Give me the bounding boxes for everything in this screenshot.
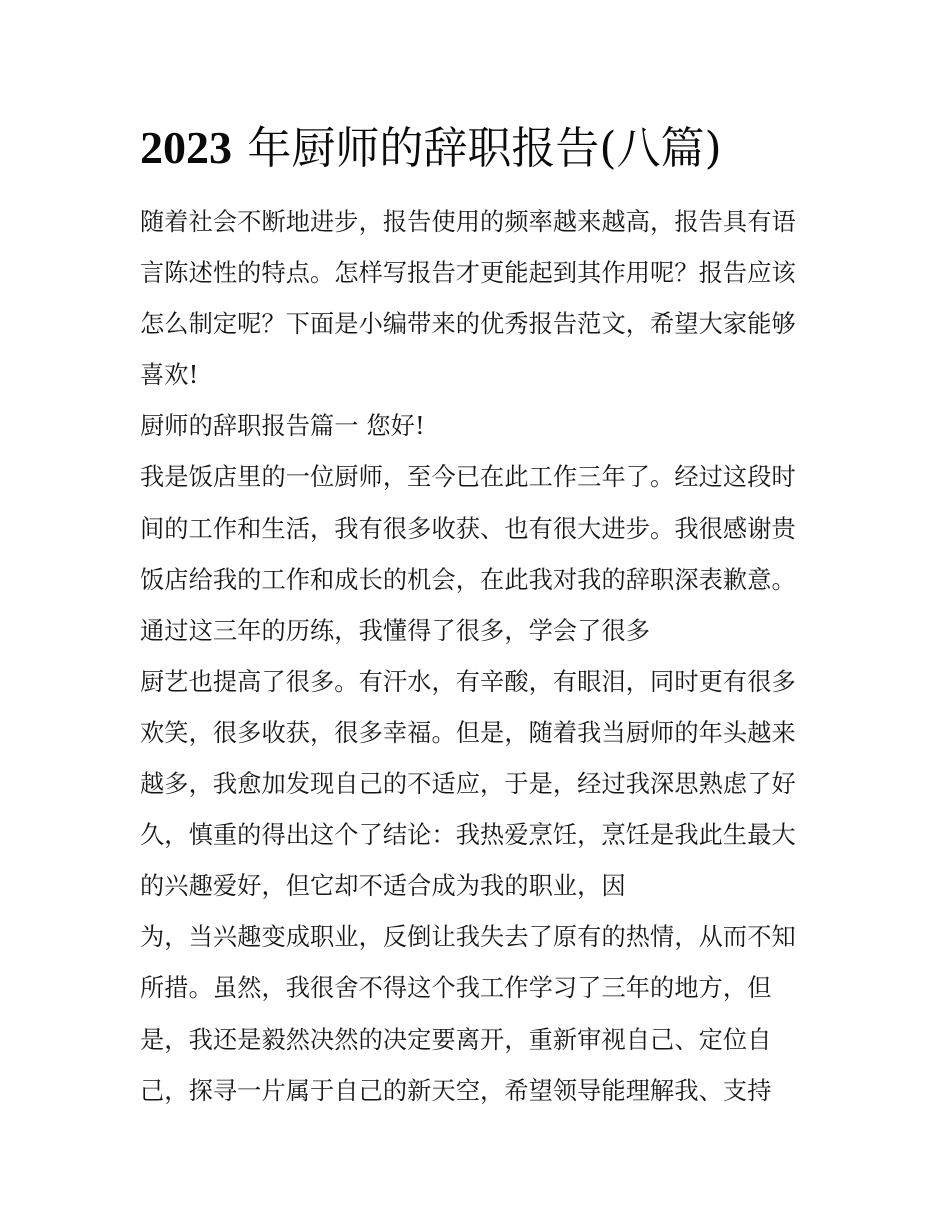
body-line: 己，探寻一片属于自己的新天空，希望领导能理解我、支持 (140, 1076, 772, 1105)
body-line: 言陈述性的特点。怎样写报告才更能起到其作用呢？报告应该 (140, 259, 796, 288)
body-line: 随着社会不断地进步，报告使用的频率越来越高，报告具有语 (140, 208, 796, 236)
body-line: 我是饭店里的一位厨师，至今已在此工作三年了。经过这段时 (140, 463, 796, 492)
title-year: 2023 (140, 122, 232, 173)
body-line: 间的工作和生活，我有很多收获、也有很大进步。我很感谢贵 (140, 514, 796, 543)
body-line: 怎么制定呢？下面是小编带来的优秀报告范文，希望大家能够 (140, 310, 796, 339)
document-body (140, 200, 830, 1120)
title-text: 年厨师的辞职报告(八篇) (247, 123, 722, 174)
body-line: 通过这三年的历练，我懂得了很多，学会了很多 (140, 616, 651, 645)
body-line: 的兴趣爱好，但它却不适合成为我的职业，因 (140, 872, 626, 901)
body-line: 是，我还是毅然决然的决定要离开，重新审视自己、定位自 (140, 1025, 772, 1054)
body-line: 久，慎重的得出这个了结论：我热爱烹饪，烹饪是我此生最大 (140, 821, 796, 850)
body-line: 越多，我愈加发现自己的不适应，于是，经过我深思熟虑了好 (140, 770, 796, 799)
body-line: 为，当兴趣变成职业，反倒让我失去了原有的热情，从而不知 (140, 923, 796, 952)
body-line: 所措。虽然，我很舍不得这个我工作学习了三年的地方，但 (140, 974, 772, 1003)
document-title (140, 118, 840, 178)
body-line: 喜欢! (140, 361, 199, 390)
body-line: 厨艺也提高了很多。有汗水，有辛酸，有眼泪，同时更有很多 (140, 667, 796, 696)
body-line: 欢笑，很多收获，很多幸福。但是，随着我当厨师的年头越来 (140, 718, 796, 747)
section-heading-line: 厨师的辞职报告篇一 您好! (140, 412, 425, 441)
body-line: 饭店给我的工作和成长的机会，在此我对我的辞职深表歉意。 (140, 565, 796, 594)
